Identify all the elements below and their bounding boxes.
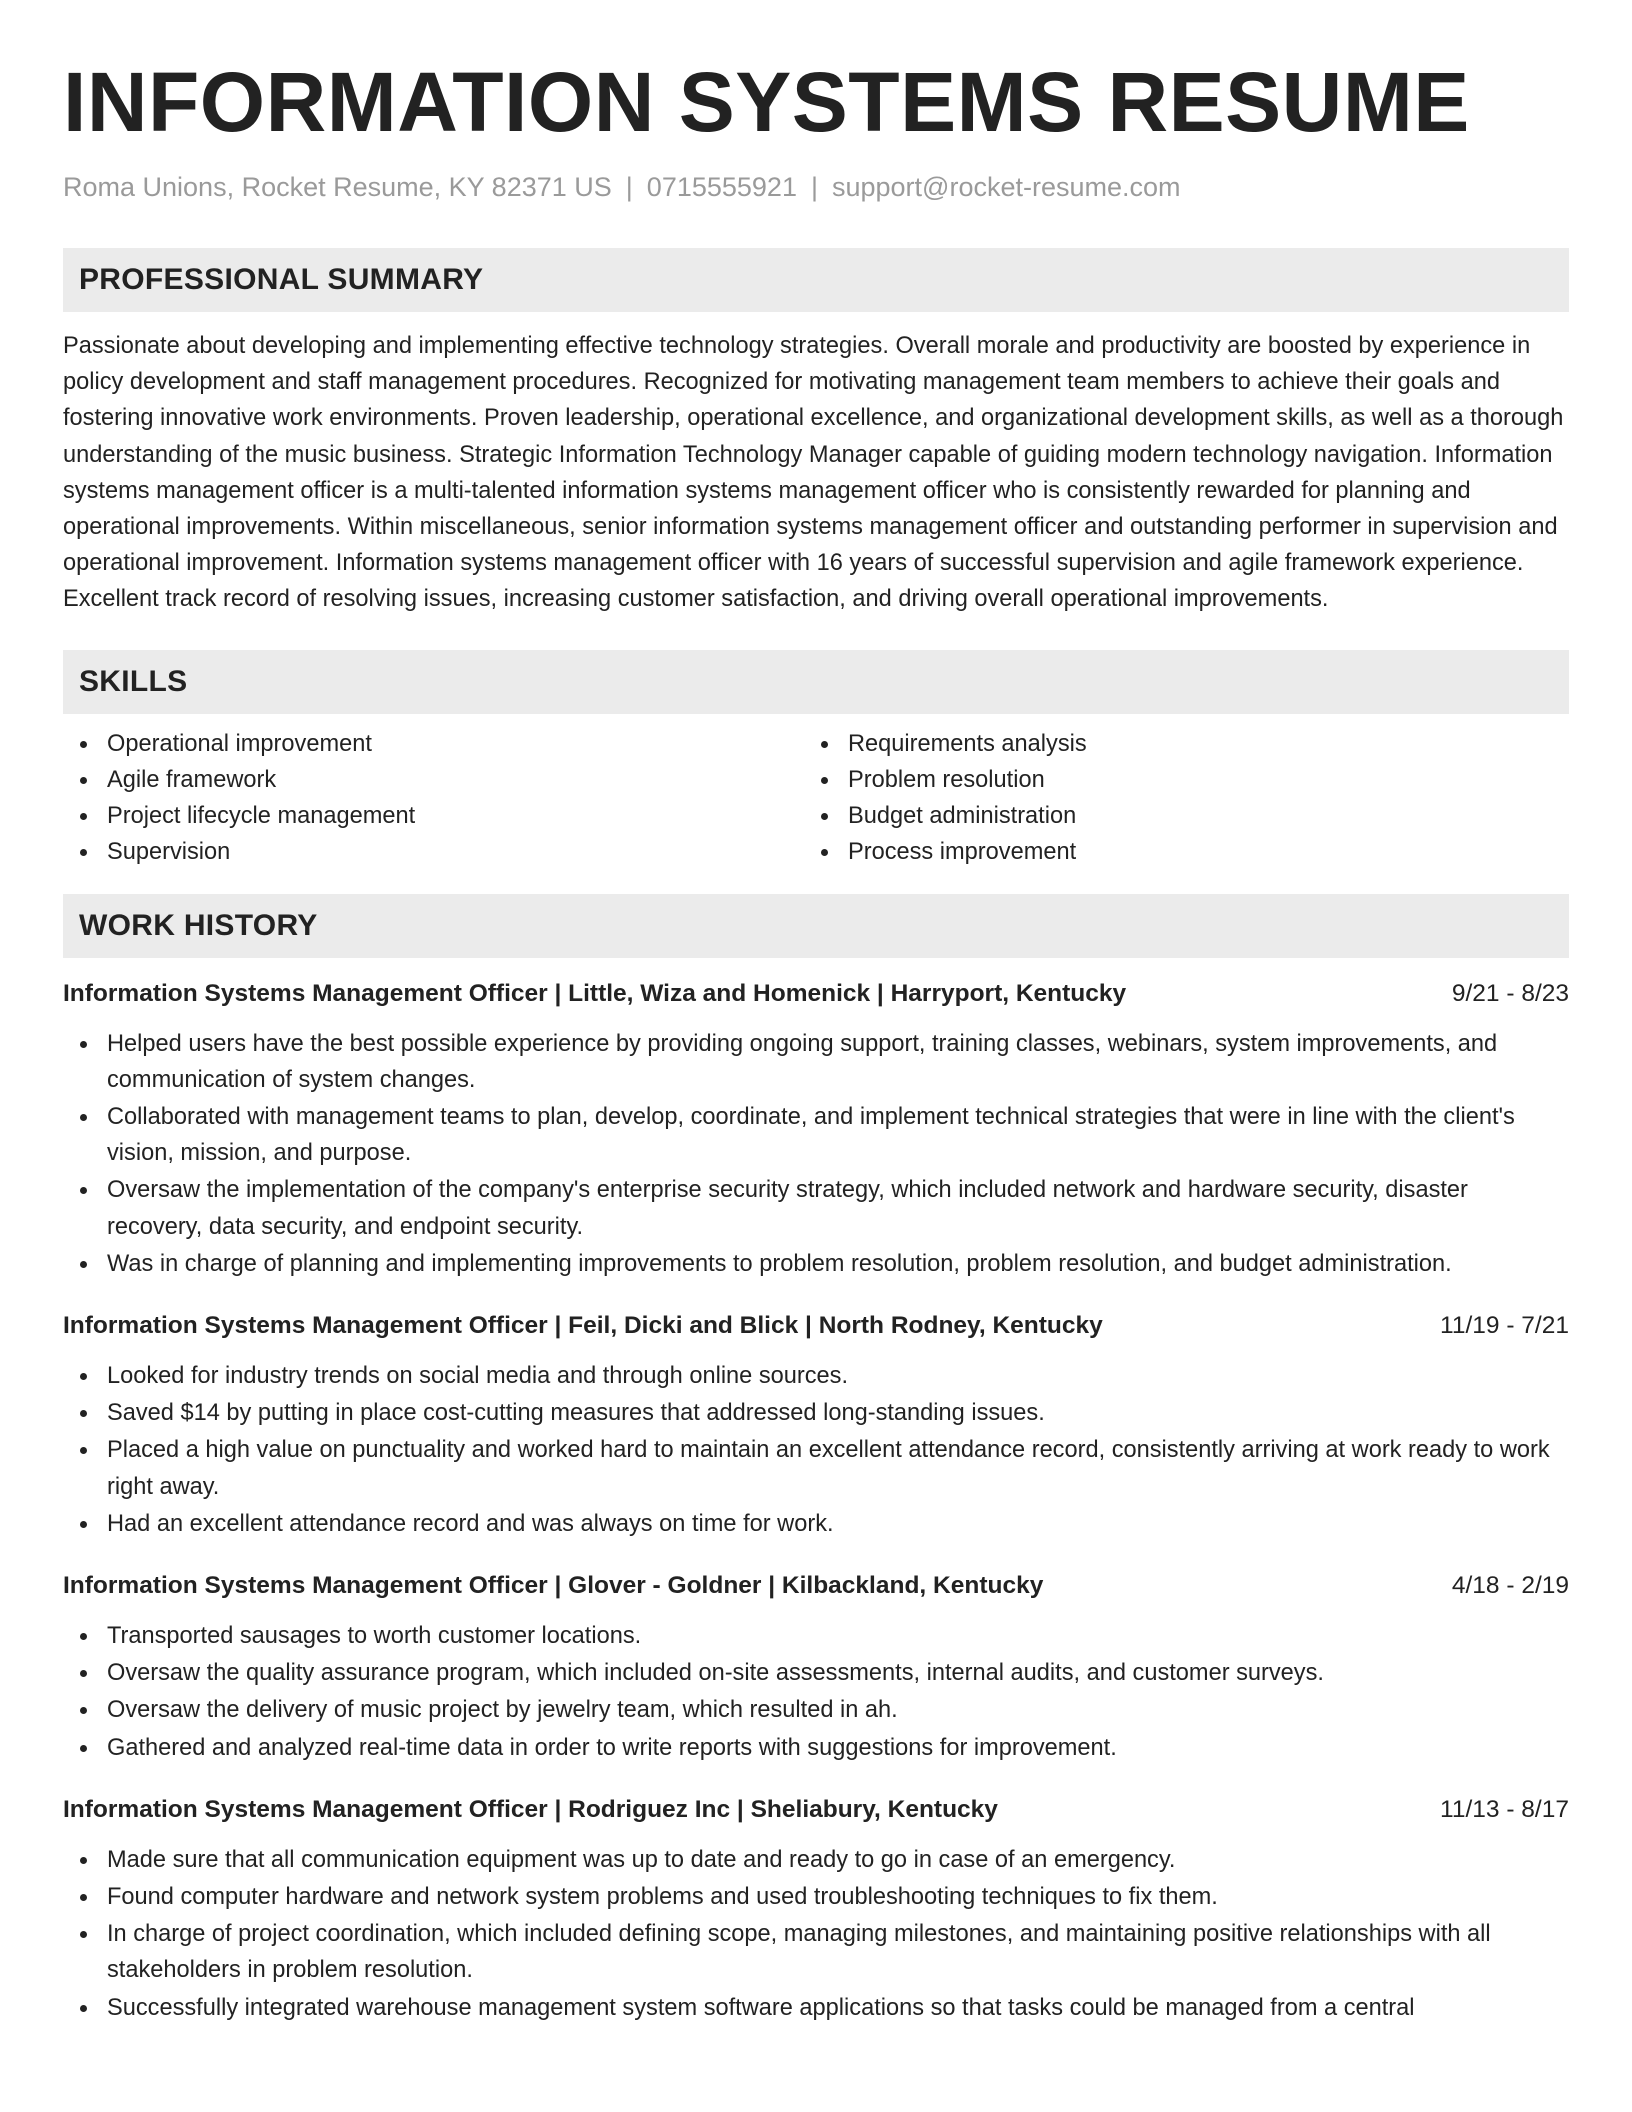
job-entry: [63, 1308, 1569, 1542]
skills-column-right: [804, 726, 1545, 870]
job-bullet: Collaborated with management teams to plan, develop, coordinate, and implement technical strategies that were in line with the client's vision, mission, and purpose.: [107, 1099, 1569, 1171]
skills-heading: SKILLS: [63, 650, 1569, 714]
job-header: [63, 1792, 1569, 1828]
skill-item: Supervision: [107, 834, 804, 870]
job-header: [63, 1568, 1569, 1604]
job-title: Information Systems Management Officer | Rodriguez Inc | Sheliabury, Kentucky: [63, 1795, 998, 1823]
summary-text: Passionate about developing and implementing effective technology strategies. Overall morale and productivity are boosted by experience in policy development and staff management procedures. Recognized for motivating management team members to achieve their goals and fostering innovative work environments. Proven leadership, operational excellence, and organizational development skills, as well as a thorough understanding of the music business. Strategic Information Technology Manager capable of guiding modern technology navigation. Information systems management officer is a multi-talented information systems management officer who is consistently rewarded for planning and operational improvements. Within miscellaneous, senior information systems management officer and outstanding performer in supervision and operational improvement. Information systems management officer with 16 years of successful supervision and agile framework experience. Excellent track record of resolving issues, increasing customer satisfaction, and driving overall operational improvements.: [63, 333, 1564, 613]
contact-phone: 0715555921: [646, 172, 797, 202]
job-dates: 11/13 - 8/17: [1440, 1795, 1569, 1823]
contact-address: Roma Unions, Rocket Resume, KY 82371 US: [63, 172, 612, 202]
skill-item: Process improvement: [848, 834, 1545, 870]
job-bullets: [63, 1358, 1569, 1542]
job-bullet: Oversaw the implementation of the company's enterprise security strategy, which included network and hardware security, disaster recovery, data security, and endpoint security.: [107, 1172, 1569, 1244]
job-bullet: Found computer hardware and network system problems and used troubleshooting techniques to fix them.: [107, 1879, 1569, 1915]
job-bullet: Transported sausages to worth customer locations.: [107, 1618, 1569, 1654]
job-header: [63, 976, 1569, 1012]
job-bullet: Saved $14 by putting in place cost-cutting measures that addressed long-standing issues.: [107, 1395, 1569, 1431]
skill-item: Requirements analysis: [848, 726, 1545, 762]
job-dates: 11/19 - 7/21: [1440, 1312, 1569, 1340]
job-bullets: [63, 1026, 1569, 1282]
skill-item: Operational improvement: [107, 726, 804, 762]
job-bullet: Had an excellent attendance record and was always on time for work.: [107, 1506, 1569, 1542]
job-bullet: Successfully integrated warehouse management system software applications so that tasks could be managed from a central: [107, 1990, 1569, 2026]
job-title: Information Systems Management Officer | Glover - Goldner | Kilbackland, Kentucky: [63, 1572, 1044, 1600]
resume-title: INFORMATION SYSTEMS RESUME: [63, 55, 1470, 149]
contact-email: support@rocket-resume.com: [831, 172, 1181, 202]
job-header: [63, 1308, 1569, 1344]
skill-item: Budget administration: [848, 798, 1545, 834]
job-dates: 4/18 - 2/19: [1451, 1572, 1569, 1600]
work-history-heading: WORK HISTORY: [63, 894, 1569, 958]
job-entry: [63, 976, 1569, 1282]
job-bullet: Oversaw the delivery of music project by jewelry team, which resulted in ah.: [107, 1692, 1569, 1728]
job-entry: [63, 1568, 1569, 1766]
job-bullet: Helped users have the best possible experience by providing ongoing support, training classes, webinars, system improvements, and communication of system changes.: [107, 1026, 1569, 1098]
job-bullet: In charge of project coordination, which included defining scope, managing milestones, and maintaining positive relationships with all stakeholders in problem resolution.: [107, 1916, 1569, 1988]
job-bullet: Placed a high value on punctuality and worked hard to maintain an excellent attendance record, consistently arriving at work ready to work right away.: [107, 1432, 1569, 1504]
skill-item: Agile framework: [107, 762, 804, 798]
summary-heading: PROFESSIONAL SUMMARY: [63, 248, 1569, 312]
job-bullet: Looked for industry trends on social media and through online sources.: [107, 1358, 1569, 1394]
skills-list: [63, 726, 1569, 870]
contact-separator: |: [810, 172, 818, 202]
contact-separator: |: [625, 172, 633, 202]
job-title: Information Systems Management Officer | Feil, Dicki and Blick | North Rodney, Kentucky: [63, 1312, 1103, 1340]
job-title: Information Systems Management Officer | Little, Wiza and Homenick | Harryport, Kentucky: [63, 979, 1127, 1007]
skill-item: Problem resolution: [848, 762, 1545, 798]
job-entry: [63, 1792, 1569, 2026]
job-bullet: Gathered and analyzed real-time data in order to write reports with suggestions for improvement.: [107, 1730, 1569, 1766]
job-dates: 9/21 - 8/23: [1451, 979, 1569, 1007]
job-bullet: Made sure that all communication equipment was up to date and ready to go in case of an emergency.: [107, 1842, 1569, 1878]
contact-line: [63, 170, 1569, 204]
job-bullets: [63, 1842, 1569, 2026]
job-bullet: Was in charge of planning and implementing improvements to problem resolution, problem resolution, and budget administration.: [107, 1246, 1569, 1282]
skill-item: Project lifecycle management: [107, 798, 804, 834]
skills-column-left: [63, 726, 804, 870]
job-bullet: Oversaw the quality assurance program, which included on-site assessments, internal audits, and customer surveys.: [107, 1655, 1569, 1691]
job-bullets: [63, 1618, 1569, 1766]
